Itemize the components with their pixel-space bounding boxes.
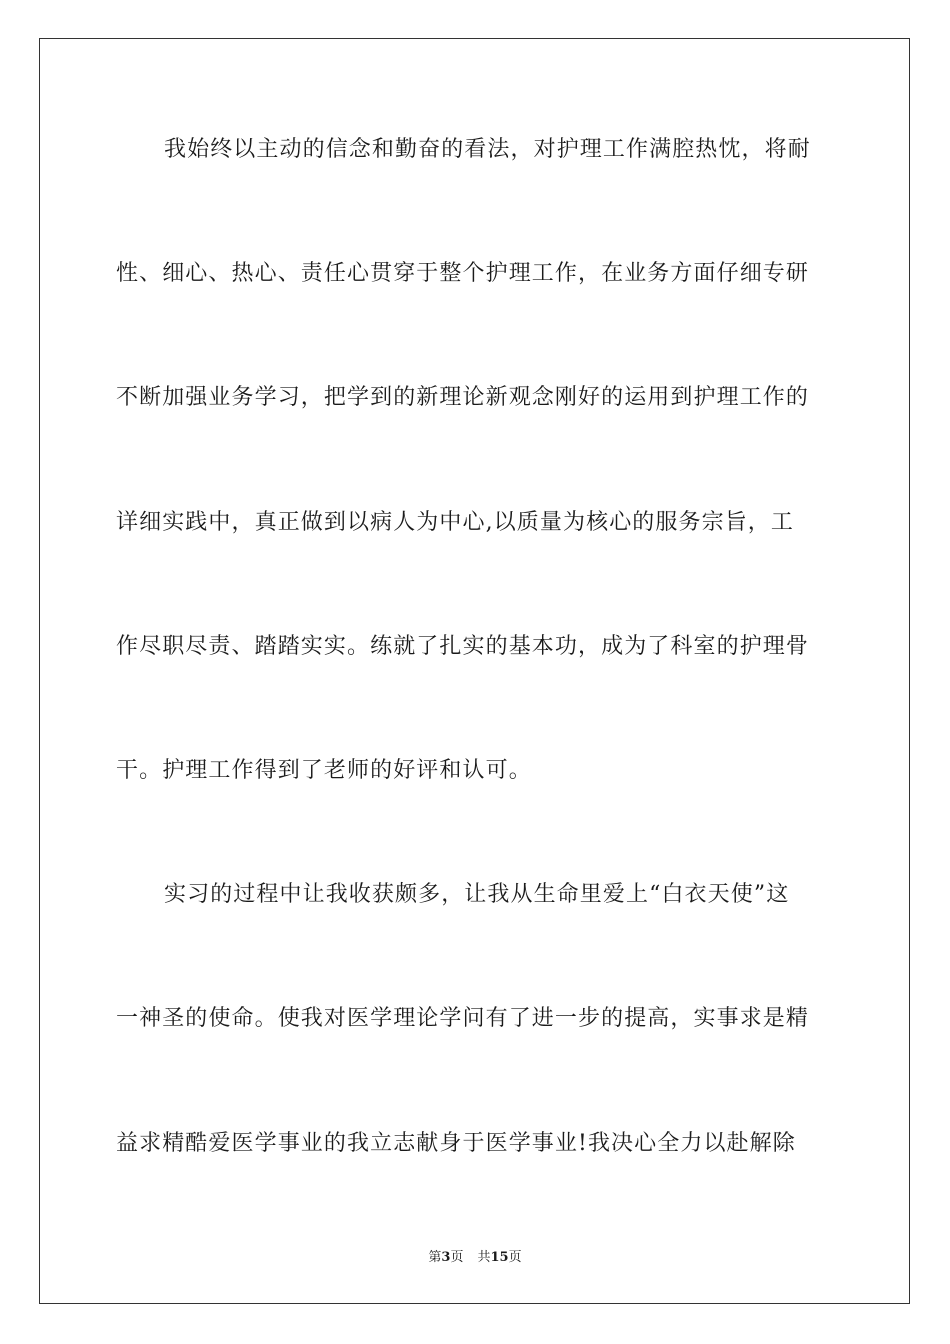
total-pages: 15	[490, 1250, 509, 1265]
total-prefix: 共	[477, 1250, 491, 1265]
page-border	[39, 38, 910, 1304]
paragraph-2-line-2: 一神圣的使命。使我对医学理论学问有了进一步的提高，实事求是精	[116, 1006, 810, 1031]
paragraph-1-line-3: 不断加强业务学习，把学到的新理论新观念刚好的运用到护理工作的	[116, 385, 810, 410]
paragraph-1-line-5: 作尽职尽责、踏踏实实。练就了扎实的基本功，成为了科室的护理骨	[116, 634, 810, 659]
page-prefix: 第	[428, 1250, 442, 1265]
page-footer	[0, 1246, 950, 1265]
page-number: 3	[441, 1250, 451, 1265]
paragraph-1-line-6: 干。护理工作得到了老师的好评和认可。	[116, 758, 532, 783]
paragraph-1-line-4: 详细实践中，真正做到以病人为中心,以质量为核心的服务宗旨，工	[116, 510, 794, 535]
paragraph-2-line-1: 实习的过程中让我收获颇多，让我从生命里爱上“白衣天使”这	[164, 882, 790, 907]
paragraph-1-line-2: 性、细心、热心、责任心贯穿于整个护理工作，在业务方面仔细专研	[116, 261, 810, 286]
paragraph-1-line-1: 我始终以主动的信念和勤奋的看法，对护理工作满腔热忱，将耐	[164, 137, 811, 162]
paragraph-2-line-3: 益求精酷爱医学事业的我立志献身于医学事业!我决心全力以赴解除	[116, 1131, 796, 1156]
page-suffix: 页	[450, 1250, 464, 1265]
total-suffix: 页	[508, 1250, 522, 1265]
